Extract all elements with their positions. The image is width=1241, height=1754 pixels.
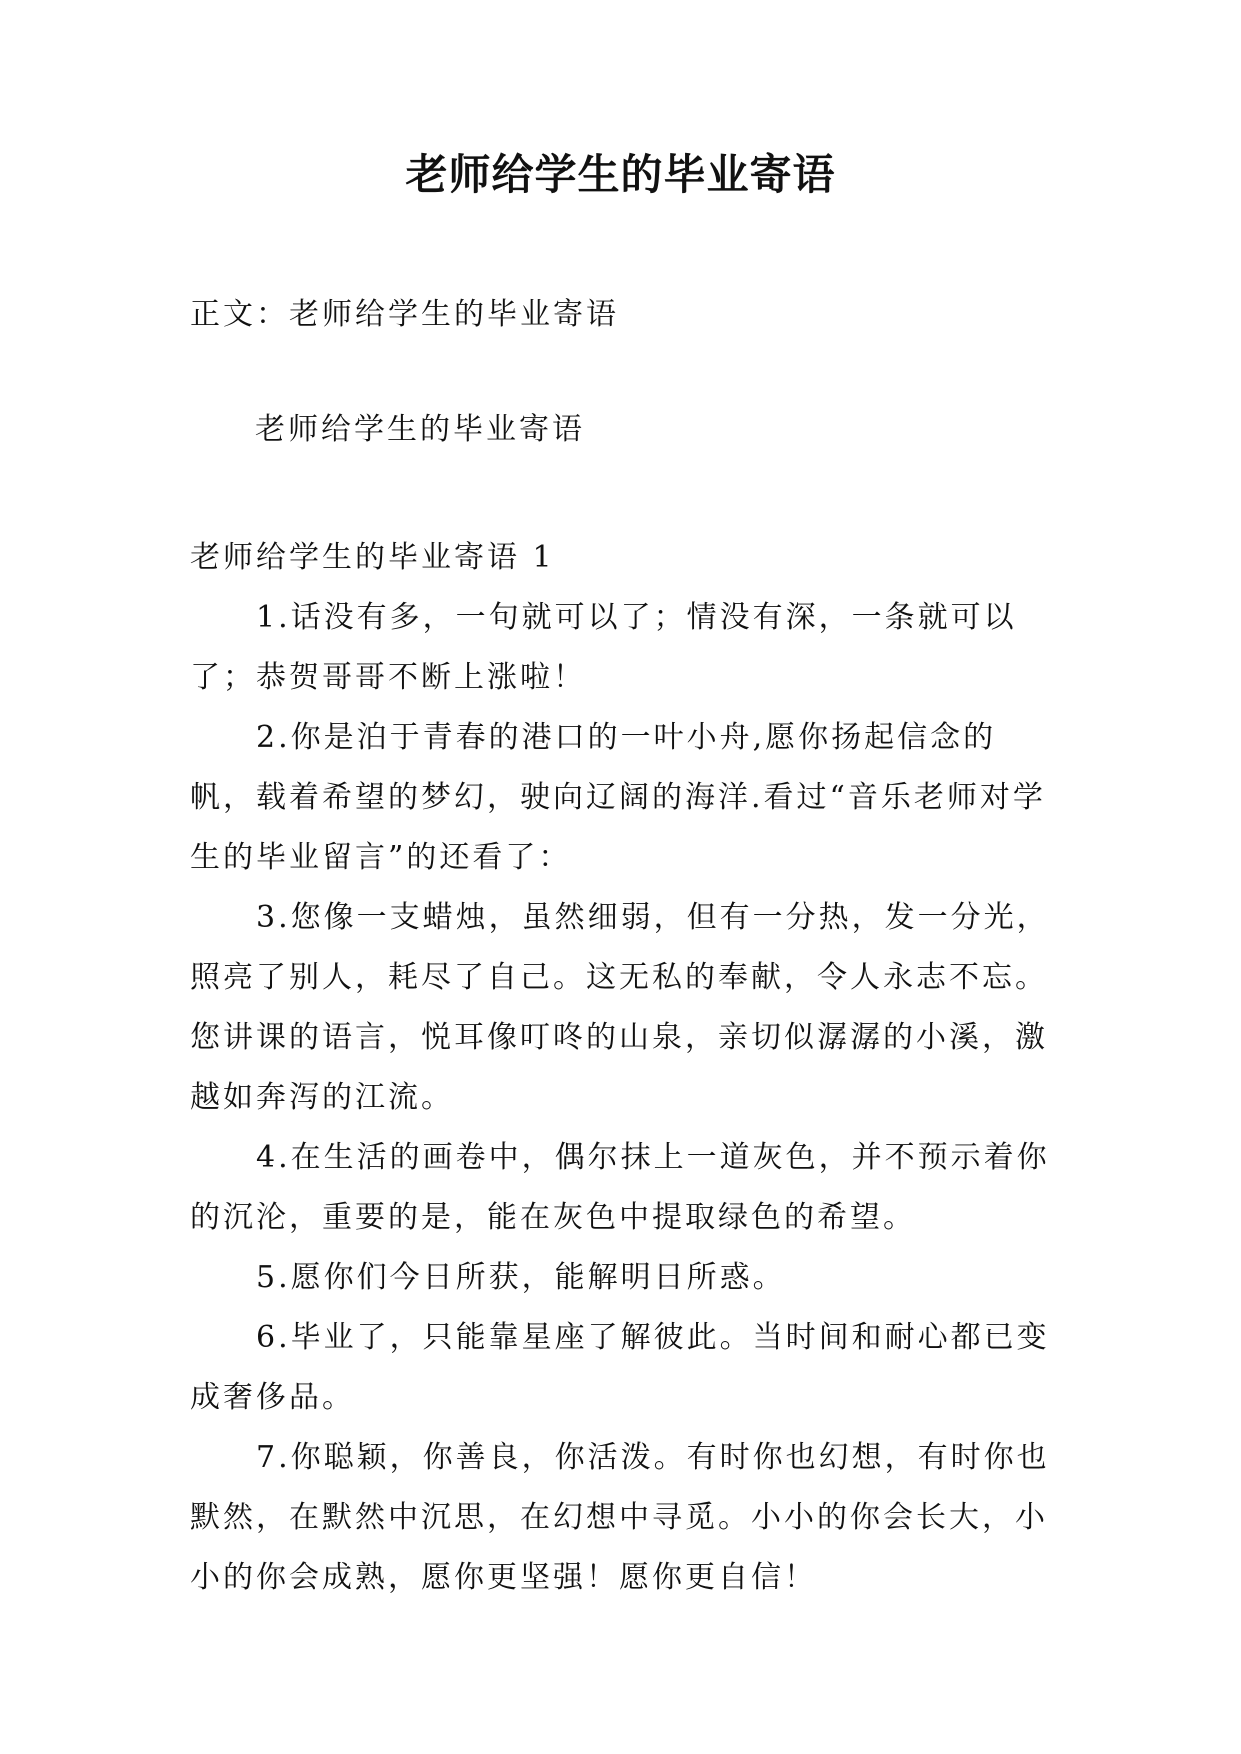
paragraph-1: 1.话没有多，一句就可以了；情没有深，一条就可以了；恭贺哥哥不断上涨啦！: [190, 600, 1017, 695]
document-title: 老师给学生的毕业寄语: [405, 150, 836, 199]
body-label-line: 正文：老师给学生的毕业寄语: [190, 297, 619, 332]
section-heading: 老师给学生的毕业寄语 1: [190, 540, 555, 575]
document-body: [190, 528, 1060, 1608]
paragraph-3: 3.您像一支蜡烛，虽然细弱，但有一分热，发一分光，照亮了别人，耗尽了自己。这无私的奉献，令人永志不忘。您讲课的语言，悦耳像叮咚的山泉，亲切似潺潺的小溪，激越如奔泻的江流。: [190, 900, 1050, 1115]
paragraph-7: 7.你聪颖，你善良，你活泼。有时你也幻想，有时你也默然，在默然中沉思，在幻想中寻觅。小小的你会长大，小小的你会成熟，愿你更坚强！愿你更自信！: [190, 1440, 1050, 1595]
document-subtitle: 老师给学生的毕业寄语: [255, 412, 585, 447]
paragraph-6: 6.毕业了，只能靠星座了解彼此。当时间和耐心都已变成奢侈品。: [190, 1320, 1050, 1415]
paragraph-2: 2.你是泊于青春的港口的一叶小舟,愿你扬起信念的帆，载着希望的梦幻，驶向辽阔的海洋.看过“音乐老师对学生的毕业留言”的还看了：: [190, 720, 1046, 875]
paragraph-4: 4.在生活的画卷中，偶尔抹上一道灰色，并不预示着你的沉沦，重要的是，能在灰色中提取绿色的希望。: [190, 1140, 1050, 1235]
paragraph-5: 5.愿你们今日所获，能解明日所惑。: [256, 1260, 786, 1295]
